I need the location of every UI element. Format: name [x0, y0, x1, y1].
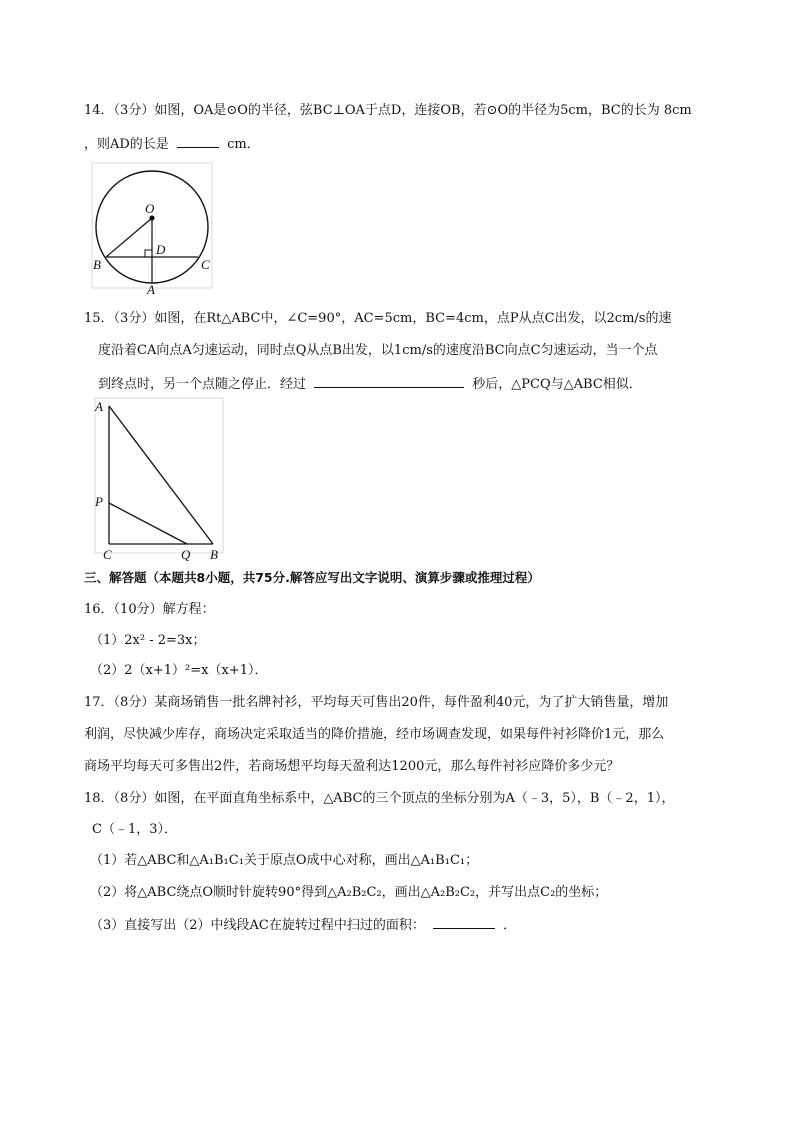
- q15-triangle-figure: [92, 398, 227, 563]
- label-a: A: [147, 282, 155, 297]
- label-b: B: [210, 547, 218, 562]
- q18-line2: C（﹣1，3）．: [92, 822, 177, 837]
- label-a: A: [95, 399, 103, 414]
- q16-item2: （2）2（x+1）²=x（x+1）．: [90, 663, 268, 678]
- q15-answer-blank[interactable]: [314, 374, 464, 388]
- q17-line1: 17．（8分）某商场销售一批名牌衬衫，平均每天可售出20件，每件盈利40元，为了扩大销售量，增加: [84, 695, 669, 710]
- label-d: D: [156, 242, 166, 257]
- q18-line1: 18．（8分）如图，在平面直角坐标系中，△ABC的三个顶点的坐标分别为A（﹣3，5），B（﹣2，1），: [84, 791, 675, 806]
- q15-line3-text: 到终点时，另一个点随之停止．经过: [98, 377, 307, 392]
- q17-line3: 商场平均每天可多售出2件，若商场想平均每天盈利达1200元，那么每件衬衫应降价多少元？: [84, 759, 620, 774]
- q18-answer-blank[interactable]: [433, 915, 495, 929]
- q16-title: 16．（10分）解方程：: [84, 602, 215, 617]
- label-c: C: [103, 547, 112, 562]
- q14-line2-end: cm．: [227, 137, 260, 152]
- q18-item3-text: （3）直接写出（2）中线段AC在旋转过程中扫过的面积：: [90, 918, 425, 933]
- q18-item1: （1）若△ABC和△A₁B₁C₁关于原点O成中心对称，画出△A₁B₁C₁；: [90, 853, 479, 868]
- q14-line2-text: ，则AD的长是: [84, 137, 169, 152]
- q16-item1: （1）2x² - 2=3x；: [90, 633, 206, 648]
- q14-circle-figure: [85, 163, 225, 298]
- right-angle-mark: [145, 250, 152, 257]
- label-c: C: [201, 257, 210, 272]
- q18-item3: [90, 915, 516, 935]
- label-p: P: [95, 494, 103, 509]
- label-o: O: [145, 201, 155, 216]
- label-q: Q: [181, 547, 191, 562]
- q17-line2: 利润，尽快减少库存，商场决定采取适当的降价措施，经市场调查发现，如果每件衬衫降价1元，那么: [84, 727, 665, 742]
- segment-pq: [109, 503, 187, 544]
- q15-line3-end: 秒后，△PCQ与△ABC相似．: [472, 377, 642, 392]
- section3-heading: 三、解答题（本题共8小题，共75分.解答应写出文字说明、演算步骤或推理过程）: [84, 570, 540, 585]
- q14-line2: [84, 134, 260, 154]
- center-dot: [149, 215, 154, 220]
- q18-item2: （2）将△ABC绕点O顺时针旋转90°得到△A₂B₂C₂，画出△A₂B₂C₂，并写出点C₂的坐标；: [90, 885, 608, 900]
- q15-line3: [98, 374, 642, 394]
- q14-answer-blank[interactable]: [177, 134, 219, 148]
- q14-line1: 14．（3分）如图，OA是⊙O的半径，弦BC⊥OA于点D，连接OB，若⊙O的半径为5cm，BC的长为 8cm: [84, 103, 692, 118]
- q15-line1: 15．（3分）如图，在Rt△ABC中，∠C=90°，AC=5cm，BC=4cm，点P从点C出发，以2cm/s的速: [84, 311, 672, 326]
- q18-item3-end: ．: [503, 918, 517, 933]
- side-ab: [109, 406, 213, 544]
- label-b: B: [93, 257, 101, 272]
- q15-line2: 度沿着CA向点A匀速运动，同时点Q从点B出发，以1cm/s的速度沿BC向点C匀速运动，当一个点: [98, 343, 658, 358]
